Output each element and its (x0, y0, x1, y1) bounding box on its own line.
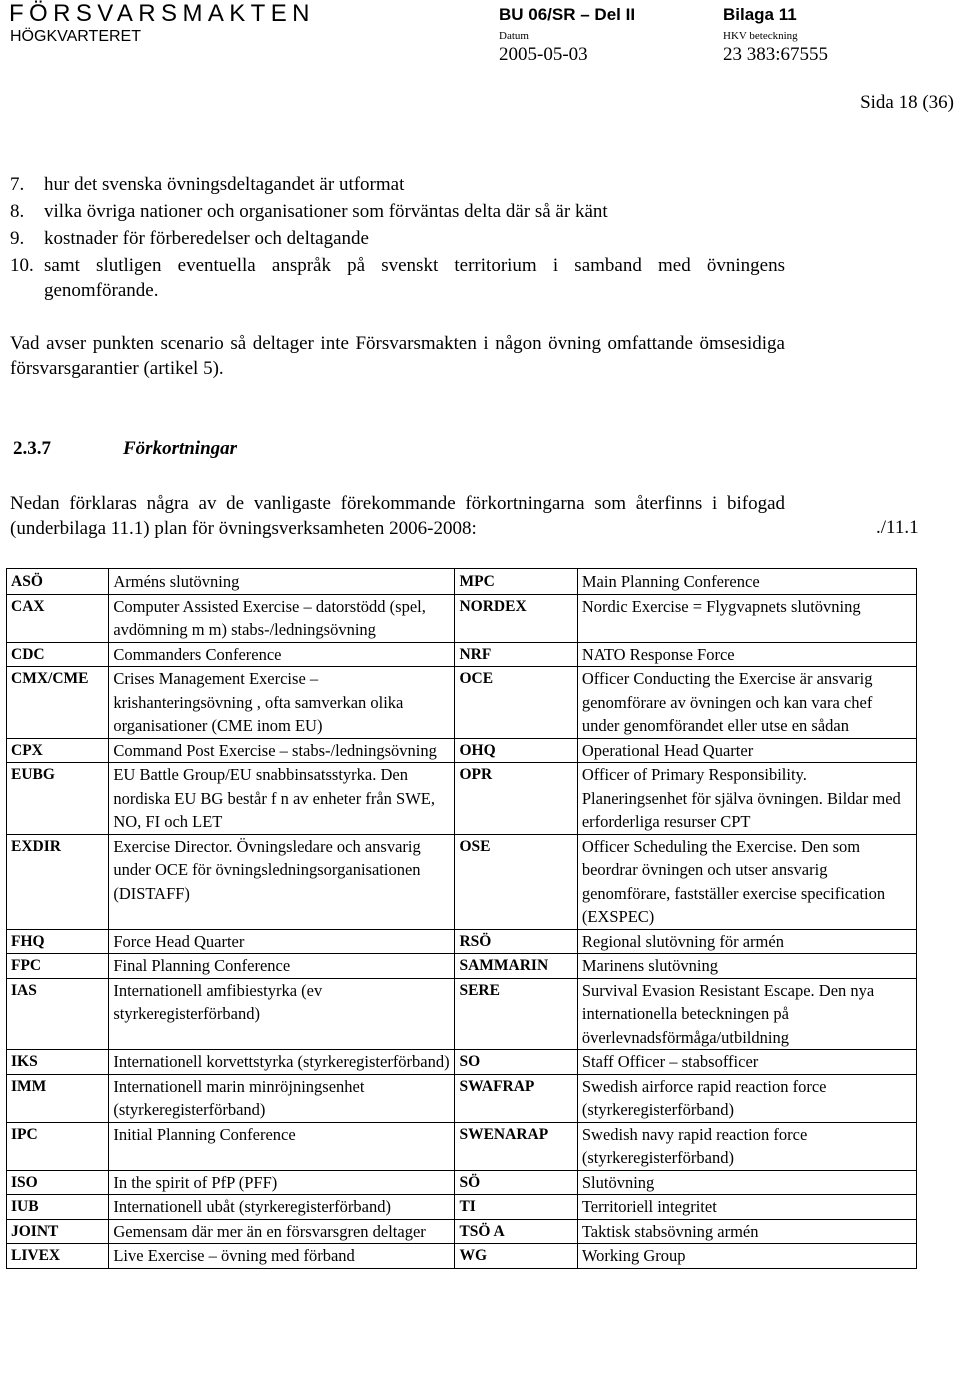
definition-cell: Gemensam där mer än en försvarsgren deltager (109, 1219, 455, 1244)
definition-cell: Exercise Director. Övningsledare och ansvarig under OCE för övningsledningsorganisationen (DISTAFF) (109, 834, 455, 929)
abbreviation-cell: IUB (7, 1195, 109, 1220)
abbreviation-cell: FPC (7, 954, 109, 979)
table-row (7, 1122, 917, 1170)
abbreviation-cell: OSE (455, 834, 577, 929)
scenario-paragraph: Vad avser punkten scenario så deltager inte Försvarsmakten i någon övning omfattande ömsesidiga försvarsgarantier (artikel 5). (10, 333, 785, 379)
list-item: 7. hur det svenska övningsdeltagandet är utformat (10, 174, 405, 195)
definition-cell: Swedish airforce rapid reaction force (styrkeregisterförband) (577, 1074, 916, 1122)
definition-cell: Initial Planning Conference (109, 1122, 455, 1170)
abbreviation-cell: WG (455, 1244, 577, 1269)
definition-cell: Force Head Quarter (109, 929, 455, 954)
abbreviation-cell: NRF (455, 642, 577, 667)
abbreviation-cell: SWENARAP (455, 1122, 577, 1170)
section-heading (13, 438, 237, 460)
abbreviation-cell: IKS (7, 1050, 109, 1075)
list-item: 10. samt slutligen eventuella anspråk på svenskt territorium i samband med övningens genomförande. (10, 255, 785, 301)
abbreviation-cell: CMX/CME (7, 667, 109, 739)
definition-cell: Swedish navy rapid reaction force (styrkeregisterförband) (577, 1122, 916, 1170)
table-row (7, 569, 917, 595)
abbreviation-cell: SO (455, 1050, 577, 1075)
abbreviation-cell: SAMMARIN (455, 954, 577, 979)
definition-cell: Command Post Exercise – stabs-/ledningsövning (109, 738, 455, 763)
intro-paragraph: Nedan förklaras några av de vanligaste förekommande förkortningarna som återfinns i bifogad (underbilaga 11.1) plan för övningsverksamheten 2006-2008: (10, 493, 785, 539)
abbreviations-table (6, 568, 917, 1269)
abbreviation-cell: OHQ (455, 738, 577, 763)
abbreviation-cell: IMM (7, 1074, 109, 1122)
unit-name: HÖGKVARTERET (10, 28, 141, 45)
table-row (7, 594, 917, 642)
definition-cell: Slutövning (577, 1170, 916, 1195)
table-row (7, 1050, 917, 1075)
definition-cell: NATO Response Force (577, 642, 916, 667)
definition-cell: Nordic Exercise = Flygvapnets slutövning (577, 594, 916, 642)
definition-cell: Marinens slutövning (577, 954, 916, 979)
table-row (7, 1195, 917, 1220)
abbreviation-cell: ISO (7, 1170, 109, 1195)
abbreviation-cell: IPC (7, 1122, 109, 1170)
table-row (7, 1170, 917, 1195)
abbreviation-cell: TI (455, 1195, 577, 1220)
abbreviation-cell: NORDEX (455, 594, 577, 642)
organization-name: FÖRSVARSMAKTEN (9, 0, 315, 27)
abbreviation-cell: TSÖ A (455, 1219, 577, 1244)
numbered-list (10, 171, 785, 303)
definition-cell: Taktisk stabsövning armén (577, 1219, 916, 1244)
list-item: 8. vilka övriga nationer och organisationer som förväntas delta där så är känt (10, 201, 608, 222)
abbreviation-cell: CDC (7, 642, 109, 667)
table-row (7, 1219, 917, 1244)
table-row (7, 763, 917, 835)
abbreviation-cell: OCE (455, 667, 577, 739)
definition-cell: Crises Management Exercise – krishanteringsövning , ofta samverkan olika organisationer (CME inom EU) (109, 667, 455, 739)
table-row (7, 738, 917, 763)
definition-cell: Officer Scheduling the Exercise. Den som beordrar övningen och utser ansvarig genomförare, fastställer exercise specification (EXSPEC) (577, 834, 916, 929)
abbreviation-cell: JOINT (7, 1219, 109, 1244)
abbreviation-cell: ASÖ (7, 569, 109, 595)
date-label: Datum (499, 30, 529, 42)
definition-cell: Survival Evasion Resistant Escape. Den nya internationella beteckningen på överlevnadsförmåga/utbildning (577, 978, 916, 1050)
table-row (7, 978, 917, 1050)
abbreviation-cell: SWAFRAP (455, 1074, 577, 1122)
definition-cell: Internationell korvettstyrka (styrkeregisterförband) (109, 1050, 455, 1075)
table-row (7, 667, 917, 739)
definition-cell: In the spirit of PfP (PFF) (109, 1170, 455, 1195)
section-number: 2.3.7 (13, 438, 51, 459)
definition-cell: Regional slutövning för armén (577, 929, 916, 954)
section-title: Förkortningar (123, 438, 238, 459)
definition-cell: EU Battle Group/EU snabbinsatsstyrka. Den nordiska EU BG består f n av enheter från SWE, NO, FI och LET (109, 763, 455, 835)
definition-cell: Staff Officer – stabsofficer (577, 1050, 916, 1075)
table-row (7, 1244, 917, 1269)
definition-cell: Arméns slutövning (109, 569, 455, 595)
definition-cell: Territoriell integritet (577, 1195, 916, 1220)
definition-cell: Commanders Conference (109, 642, 455, 667)
table-row (7, 834, 917, 929)
abbreviation-cell: LIVEX (7, 1244, 109, 1269)
list-item: 9. kostnader för förberedelser och deltagande (10, 228, 369, 249)
abbreviation-cell: FHQ (7, 929, 109, 954)
definition-cell: Main Planning Conference (577, 569, 916, 595)
abbreviation-cell: IAS (7, 978, 109, 1050)
document-id: BU 06/SR – Del II (499, 5, 636, 24)
definition-cell: Internationell ubåt (styrkeregisterförband) (109, 1195, 455, 1220)
abbreviation-cell: SÖ (455, 1170, 577, 1195)
definition-cell: Operational Head Quarter (577, 738, 916, 763)
abbreviation-cell: OPR (455, 763, 577, 835)
document-header (0, 0, 960, 80)
page-number: Sida 18 (36) (860, 92, 954, 113)
table-row (7, 642, 917, 667)
abbreviation-cell: MPC (455, 569, 577, 595)
date-value: 2005-05-03 (499, 44, 588, 65)
definition-cell: Internationell marin minröjningsenhet (styrkeregisterförband) (109, 1074, 455, 1122)
abbreviation-cell: CPX (7, 738, 109, 763)
definition-cell: Internationell amfibiestyrka (ev styrkeregisterförband) (109, 978, 455, 1050)
abbreviation-cell: CAX (7, 594, 109, 642)
abbreviation-cell: EUBG (7, 763, 109, 835)
reference-label: HKV beteckning (723, 30, 798, 42)
table-row (7, 929, 917, 954)
definition-cell: Final Planning Conference (109, 954, 455, 979)
definition-cell: Working Group (577, 1244, 916, 1269)
table-row (7, 954, 917, 979)
definition-cell: Officer Conducting the Exercise är ansvarig genomförare av övningen och kan vara chef under genomförandet eller utse en sådan (577, 667, 916, 739)
reference-value: 23 383:67555 (723, 44, 829, 65)
definition-cell: Computer Assisted Exercise – datorstödd (spel, avdömning m m) stabs-/ledningsövning (109, 594, 455, 642)
annex-reference: ./11.1 (876, 517, 919, 538)
abbreviation-cell: RSÖ (455, 929, 577, 954)
abbreviation-cell: SERE (455, 978, 577, 1050)
abbreviation-cell: EXDIR (7, 834, 109, 929)
table-row (7, 1074, 917, 1122)
annex-label: Bilaga 11 (723, 5, 797, 24)
definition-cell: Live Exercise – övning med förband (109, 1244, 455, 1269)
definition-cell: Officer of Primary Responsibility. Planeringsenhet för själva övningen. Bildar med erforderliga resurser CPT (577, 763, 916, 835)
